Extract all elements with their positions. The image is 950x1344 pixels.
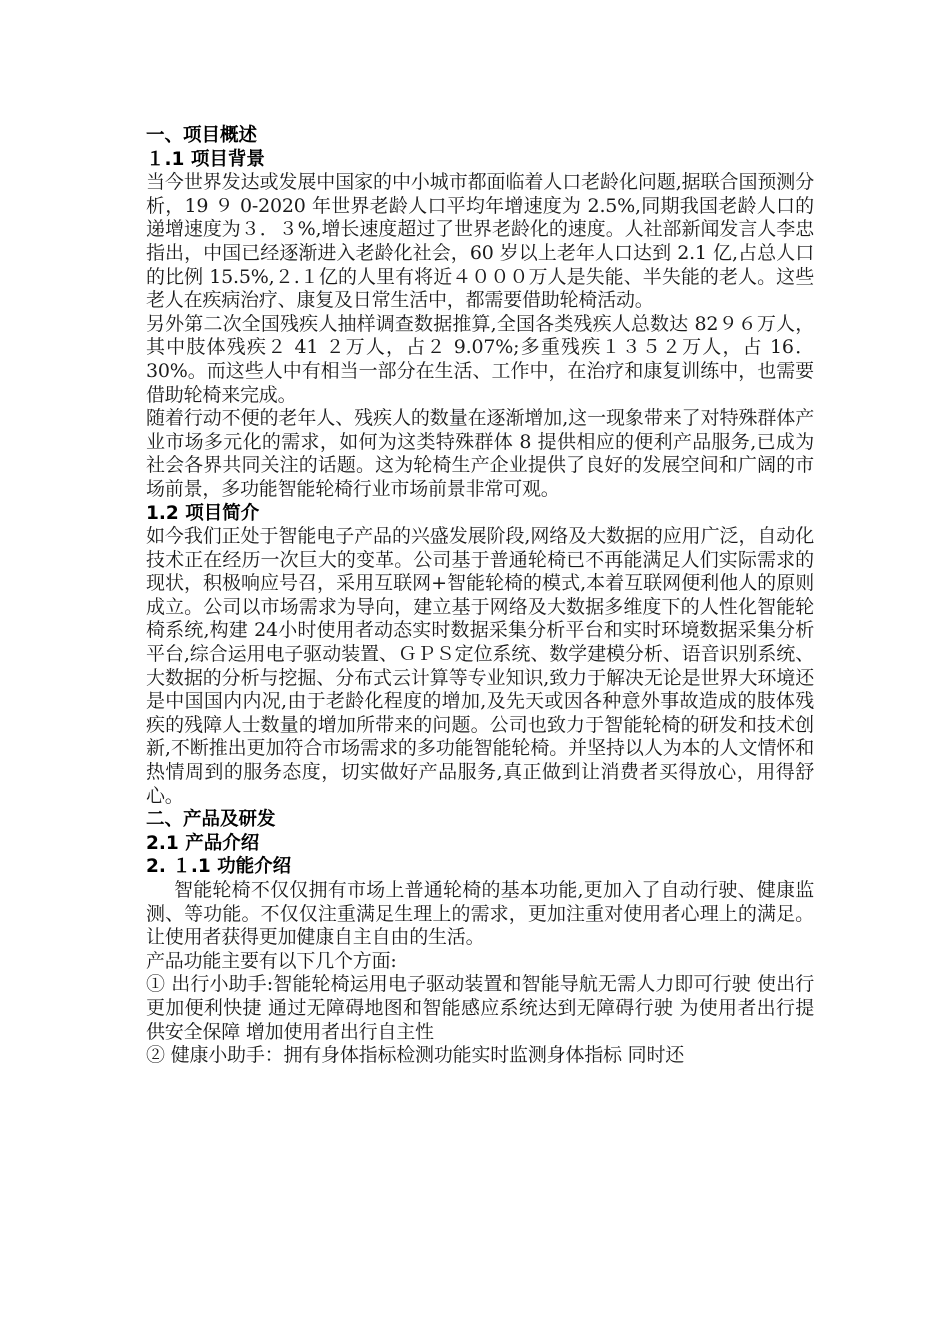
document-page [146, 124, 814, 1068]
section-2-1-heading: 2.1 产品介绍 [146, 832, 260, 854]
paragraph-introduction: 如今我们正处于智能电子产品的兴盛发展阶段,网络及大数据的应用广泛，自动化技术正在经历一次巨大的变革。公司基于普通轮椅已不再能满足人们实际需求的现状，积极响应号召，采用互联网+智能轮椅的模式,本着互联网便利他人的原则成立。公司以市场需求为导向，建立基于网络及大数据多维度下的人性化智能轮椅系统,构建 24小时使用者动态实时数据采集分析平台和实时环境数据采集分析平台,综合运用电子驱动装置、ＧＰＳ定位系统、数学建模分析、语音识别系统、大数据的分析与挖掘、分布式云计算等专业知识,致力于解决无论是世界大环境还是中国国内内况,由于老龄化程度的增加,及先天或因各种意外事故造成的肢体残疾的残障人士数量的增加所带来的问题。公司也致力于智能轮椅的研发和技术创新,不断推出更加符合市场需求的多功能智能轮椅。并坚持以人为本的人文情怀和热情周到的服务态度，切实做好产品服务,真正做到让消费者买得放心，用得舒心。 [146, 525, 814, 807]
paragraph-function-intro: 智能轮椅不仅仅拥有市场上普通轮椅的基本功能,更加入了自动行驶、健康监测、等功能。不仅仅注重满足生理上的需求，更加注重对使用者心理上的满足。让使用者获得更加健康自主自由的生活。 [146, 879, 814, 949]
section-2-heading: 二、产品及研发 [146, 809, 276, 831]
section-1-1-heading: １.1 项目背景 [146, 148, 265, 170]
list-item-travel-assistant: ① 出行小助手:智能轮椅运用电子驱动装置和智能导航无需人力即可行驶 使出行更加便利快捷 通过无障碍地图和智能感应系统达到无障碍行驶 为使用者出行提供安全保障 增加使用者出行自主性 [146, 973, 814, 1043]
section-1-heading: 一、项目概述 [146, 125, 258, 146]
section-2-1-1-heading: 2. １.1 功能介绍 [146, 856, 292, 878]
list-item-health-assistant: ② 健康小助手：拥有身体指标检测功能实时监测身体指标 同时还 [146, 1044, 685, 1067]
paragraph-background-2: 另外第二次全国残疾人抽样调查数据推算,全国各类残疾人总数达 82９６万人，其中肢体残疾２ 41 ２万人，占２ 9.07%;多重残疾１３５２万人，占 16．30%。而这些人中有相当一部分在生活、工作中，在治疗和康复训练中，也需要借助轮椅来完成。 [146, 312, 814, 406]
paragraph-function-list-lead: 产品功能主要有以下几个方面: [146, 949, 397, 972]
paragraph-background-3: 随着行动不便的老年人、残疾人的数量在逐渐增加,这一现象带来了对特殊群体产业市场多元化的需求，如何为这类特殊群体 8 提供相应的便利产品服务,已成为社会各界共同关注的话题。这为轮椅生产企业提供了良好的发展空间和广阔的市场前景，多功能智能轮椅行业市场前景非常可观。 [146, 407, 814, 500]
paragraph-background-1: 当今世界发达或发展中国家的中小城市都面临着人口老龄化问题,据联合国预测分析，19 ９ 0-2020 年世界老龄人口平均年增速度为 2.5%,同期我国老龄人口的递增速度为３．３%,增长速度超过了世界老龄化的速度。人社部新闻发言人李忠指出，中国已经逐渐进入老龄化社会，60 岁以上老年人口达到 2.1 亿,占总人口的比例 15.5%,２.１亿的人里有将近４０００万人是失能、半失能的老人。这些老人在疾病治疗、康复及日常生活中，都需要借助轮椅活动。 [146, 171, 814, 312]
section-1-2-heading: 1.2 项目简介 [146, 502, 260, 524]
